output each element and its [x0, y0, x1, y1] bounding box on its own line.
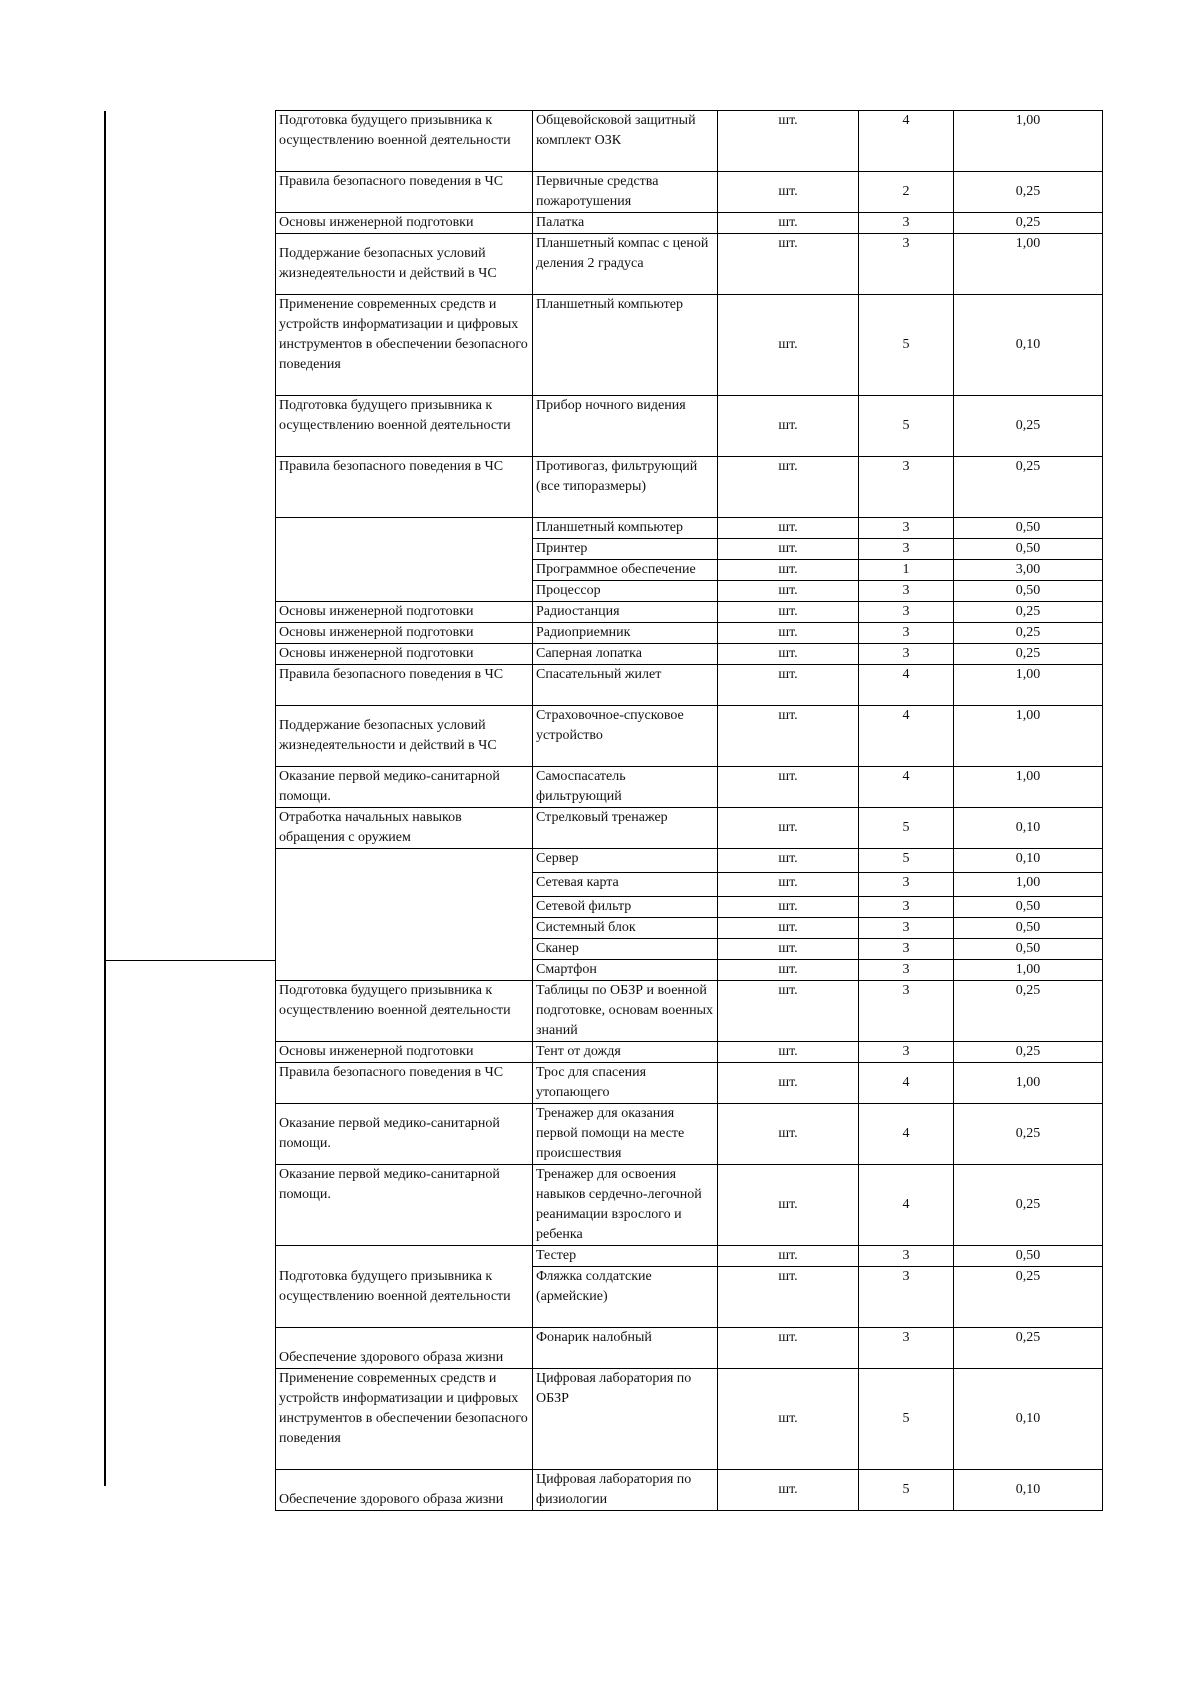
item-cell: Планшетный компас с ценой деления 2 градуса — [533, 234, 718, 295]
unit-cell: шт. — [718, 873, 859, 897]
unit-cell: шт. — [718, 706, 859, 767]
topic-cell: Подготовка будущего призывника к осуществлению военной деятельности — [276, 396, 533, 457]
value-cell: 0,25 — [954, 1328, 1103, 1369]
unit-cell: шт. — [718, 1328, 859, 1369]
unit-cell: шт. — [718, 665, 859, 706]
item-cell: Тренажер для освоения навыков сердечно-легочной реанимации взрослого и ребенка — [533, 1165, 718, 1246]
item-cell: Стрелковый тренажер — [533, 808, 718, 849]
table-row — [276, 1042, 1103, 1063]
unit-cell: шт. — [718, 1369, 859, 1470]
value-cell: 0,25 — [954, 457, 1103, 518]
unit-cell: шт. — [718, 581, 859, 602]
topic-cell: Основы инженерной подготовки — [276, 213, 533, 234]
quantity-cell: 3 — [859, 918, 954, 939]
item-cell: Планшетный компьютер — [533, 518, 718, 539]
table-row — [276, 518, 1103, 539]
unit-cell: шт. — [718, 767, 859, 808]
topic-cell: Оказание первой медико-санитарной помощи. — [276, 1165, 533, 1246]
unit-cell: шт. — [718, 213, 859, 234]
quantity-cell: 3 — [859, 873, 954, 897]
table-row — [276, 457, 1103, 518]
topic-cell: Основы инженерной подготовки — [276, 644, 533, 665]
unit-cell: шт. — [718, 1104, 859, 1165]
value-cell: 0,50 — [954, 581, 1103, 602]
table-row — [276, 644, 1103, 665]
topic-cell — [276, 518, 533, 602]
quantity-cell: 3 — [859, 518, 954, 539]
quantity-cell: 4 — [859, 1104, 954, 1165]
item-cell: Цифровая лаборатория по физиологии — [533, 1470, 718, 1511]
item-cell: Страховочное-спусковое устройство — [533, 706, 718, 767]
value-cell: 0,25 — [954, 396, 1103, 457]
value-cell: 1,00 — [954, 960, 1103, 981]
table-row — [276, 172, 1103, 213]
table-row — [276, 1246, 1103, 1267]
table-row — [276, 602, 1103, 623]
value-cell: 0,10 — [954, 1470, 1103, 1511]
value-cell: 0,25 — [954, 602, 1103, 623]
topic-cell: Поддержание безопасных условий жизнедеятельности и действий в ЧС — [276, 234, 533, 295]
table-row — [276, 1165, 1103, 1246]
unit-cell: шт. — [718, 849, 859, 873]
table-row — [276, 111, 1103, 172]
quantity-cell: 4 — [859, 706, 954, 767]
quantity-cell: 4 — [859, 1063, 954, 1104]
item-cell: Фляжка солдатские (армейские) — [533, 1267, 718, 1328]
section-divider-line — [104, 960, 275, 961]
item-cell: Тестер — [533, 1246, 718, 1267]
item-cell: Радиостанция — [533, 602, 718, 623]
value-cell: 0,25 — [954, 172, 1103, 213]
value-cell: 0,25 — [954, 623, 1103, 644]
item-cell: Смартфон — [533, 960, 718, 981]
table-row — [276, 1328, 1103, 1369]
item-cell: Саперная лопатка — [533, 644, 718, 665]
left-margin-line — [104, 111, 106, 1486]
unit-cell: шт. — [718, 918, 859, 939]
value-cell: 0,25 — [954, 1267, 1103, 1328]
topic-cell: Основы инженерной подготовки — [276, 623, 533, 644]
topic-cell: Правила безопасного поведения в ЧС — [276, 172, 533, 213]
table-row — [276, 396, 1103, 457]
item-cell: Тренажер для оказания первой помощи на месте происшествия — [533, 1104, 718, 1165]
quantity-cell: 5 — [859, 295, 954, 396]
table-row — [276, 234, 1103, 295]
topic-cell: Поддержание безопасных условий жизнедеятельности и действий в ЧС — [276, 706, 533, 767]
unit-cell: шт. — [718, 1267, 859, 1328]
value-cell: 0,25 — [954, 1104, 1103, 1165]
topic-cell — [276, 849, 533, 981]
table-row — [276, 849, 1103, 873]
quantity-cell: 3 — [859, 581, 954, 602]
topic-cell: Оказание первой медико-санитарной помощи. — [276, 1104, 533, 1165]
topic-cell: Подготовка будущего призывника к осуществлению военной деятельности — [276, 981, 533, 1042]
item-cell: Принтер — [533, 539, 718, 560]
quantity-cell: 3 — [859, 960, 954, 981]
value-cell: 0,25 — [954, 1165, 1103, 1246]
quantity-cell: 5 — [859, 396, 954, 457]
quantity-cell: 5 — [859, 1369, 954, 1470]
value-cell: 0,25 — [954, 644, 1103, 665]
quantity-cell: 3 — [859, 623, 954, 644]
topic-cell: Отработка начальных навыков обращения с оружием — [276, 808, 533, 849]
item-cell: Таблицы по ОБЗР и военной подготовке, основам военных знаний — [533, 981, 718, 1042]
value-cell: 0,50 — [954, 518, 1103, 539]
table-row — [276, 665, 1103, 706]
unit-cell: шт. — [718, 808, 859, 849]
quantity-cell: 5 — [859, 808, 954, 849]
unit-cell: шт. — [718, 623, 859, 644]
item-cell: Прибор ночного видения — [533, 396, 718, 457]
unit-cell: шт. — [718, 960, 859, 981]
item-cell: Сканер — [533, 939, 718, 960]
value-cell: 1,00 — [954, 706, 1103, 767]
topic-cell: Обеспечение здорового образа жизни — [276, 1470, 533, 1511]
topic-cell: Основы инженерной подготовки — [276, 1042, 533, 1063]
unit-cell: шт. — [718, 1042, 859, 1063]
unit-cell: шт. — [718, 644, 859, 665]
item-cell: Фонарик налобный — [533, 1328, 718, 1369]
topic-cell: Применение современных средств и устройств информатизации и цифровых инструментов в обеспечении безопасного поведения — [276, 295, 533, 396]
table-row — [276, 981, 1103, 1042]
quantity-cell: 1 — [859, 560, 954, 581]
value-cell: 3,00 — [954, 560, 1103, 581]
unit-cell: шт. — [718, 897, 859, 918]
quantity-cell: 3 — [859, 644, 954, 665]
item-cell: Цифровая лаборатория по ОБЗР — [533, 1369, 718, 1470]
value-cell: 1,00 — [954, 111, 1103, 172]
topic-cell: Подготовка будущего призывника к осуществлению военной деятельности — [276, 1246, 533, 1328]
unit-cell: шт. — [718, 1063, 859, 1104]
item-cell: Программное обеспечение — [533, 560, 718, 581]
item-cell: Трос для спасения утопающего — [533, 1063, 718, 1104]
unit-cell: шт. — [718, 1165, 859, 1246]
value-cell: 0,10 — [954, 1369, 1103, 1470]
item-cell: Сетевая карта — [533, 873, 718, 897]
topic-cell: Применение современных средств и устройств информатизации и цифровых инструментов в обеспечении безопасного поведения — [276, 1369, 533, 1470]
quantity-cell: 3 — [859, 1267, 954, 1328]
topic-cell: Правила безопасного поведения в ЧС — [276, 665, 533, 706]
equipment-table — [275, 110, 1103, 1511]
value-cell: 0,10 — [954, 849, 1103, 873]
table-row — [276, 1470, 1103, 1511]
value-cell: 0,10 — [954, 808, 1103, 849]
value-cell: 0,50 — [954, 939, 1103, 960]
item-cell: Сервер — [533, 849, 718, 873]
quantity-cell: 3 — [859, 602, 954, 623]
table-row — [276, 1063, 1103, 1104]
quantity-cell: 3 — [859, 897, 954, 918]
unit-cell: шт. — [718, 539, 859, 560]
table-row — [276, 706, 1103, 767]
value-cell: 0,25 — [954, 1042, 1103, 1063]
quantity-cell: 3 — [859, 539, 954, 560]
quantity-cell: 4 — [859, 1165, 954, 1246]
topic-cell: Обеспечение здорового образа жизни — [276, 1328, 533, 1369]
quantity-cell: 5 — [859, 1470, 954, 1511]
quantity-cell: 3 — [859, 234, 954, 295]
value-cell: 1,00 — [954, 1063, 1103, 1104]
unit-cell: шт. — [718, 1470, 859, 1511]
unit-cell: шт. — [718, 560, 859, 581]
unit-cell: шт. — [718, 295, 859, 396]
quantity-cell: 3 — [859, 1042, 954, 1063]
item-cell: Системный блок — [533, 918, 718, 939]
item-cell: Процессор — [533, 581, 718, 602]
unit-cell: шт. — [718, 602, 859, 623]
unit-cell: шт. — [718, 457, 859, 518]
unit-cell: шт. — [718, 1246, 859, 1267]
item-cell: Палатка — [533, 213, 718, 234]
item-cell: Общевойсковой защитный комплект ОЗК — [533, 111, 718, 172]
value-cell: 0,25 — [954, 981, 1103, 1042]
quantity-cell: 3 — [859, 939, 954, 960]
item-cell: Планшетный компьютер — [533, 295, 718, 396]
table-row — [276, 213, 1103, 234]
quantity-cell: 5 — [859, 849, 954, 873]
quantity-cell: 3 — [859, 1328, 954, 1369]
table-row — [276, 808, 1103, 849]
value-cell: 0,25 — [954, 213, 1103, 234]
quantity-cell: 3 — [859, 981, 954, 1042]
value-cell: 1,00 — [954, 234, 1103, 295]
value-cell: 0,50 — [954, 1246, 1103, 1267]
item-cell: Тент от дождя — [533, 1042, 718, 1063]
unit-cell: шт. — [718, 518, 859, 539]
quantity-cell: 4 — [859, 665, 954, 706]
table-row — [276, 295, 1103, 396]
quantity-cell: 4 — [859, 767, 954, 808]
item-cell: Спасательный жилет — [533, 665, 718, 706]
table-row — [276, 1104, 1103, 1165]
item-cell: Самоспасатель фильтрующий — [533, 767, 718, 808]
unit-cell: шт. — [718, 396, 859, 457]
value-cell: 1,00 — [954, 873, 1103, 897]
quantity-cell: 2 — [859, 172, 954, 213]
quantity-cell: 4 — [859, 111, 954, 172]
topic-cell: Подготовка будущего призывника к осуществлению военной деятельности — [276, 111, 533, 172]
equipment-table-body — [276, 111, 1103, 1511]
value-cell: 0,50 — [954, 918, 1103, 939]
unit-cell: шт. — [718, 981, 859, 1042]
value-cell: 0,50 — [954, 539, 1103, 560]
unit-cell: шт. — [718, 111, 859, 172]
item-cell: Первичные средства пожаротушения — [533, 172, 718, 213]
value-cell: 1,00 — [954, 665, 1103, 706]
quantity-cell: 3 — [859, 1246, 954, 1267]
topic-cell: Правила безопасного поведения в ЧС — [276, 457, 533, 518]
value-cell: 1,00 — [954, 767, 1103, 808]
table-row — [276, 1369, 1103, 1470]
unit-cell: шт. — [718, 234, 859, 295]
topic-cell: Правила безопасного поведения в ЧС — [276, 1063, 533, 1104]
table-row — [276, 623, 1103, 644]
value-cell: 0,50 — [954, 897, 1103, 918]
quantity-cell: 3 — [859, 457, 954, 518]
unit-cell: шт. — [718, 939, 859, 960]
item-cell: Противогаз, фильтрующий (все типоразмеры) — [533, 457, 718, 518]
value-cell: 0,10 — [954, 295, 1103, 396]
topic-cell: Оказание первой медико-санитарной помощи. — [276, 767, 533, 808]
topic-cell: Основы инженерной подготовки — [276, 602, 533, 623]
quantity-cell: 3 — [859, 213, 954, 234]
table-row — [276, 767, 1103, 808]
unit-cell: шт. — [718, 172, 859, 213]
item-cell: Сетевой фильтр — [533, 897, 718, 918]
item-cell: Радиоприемник — [533, 623, 718, 644]
